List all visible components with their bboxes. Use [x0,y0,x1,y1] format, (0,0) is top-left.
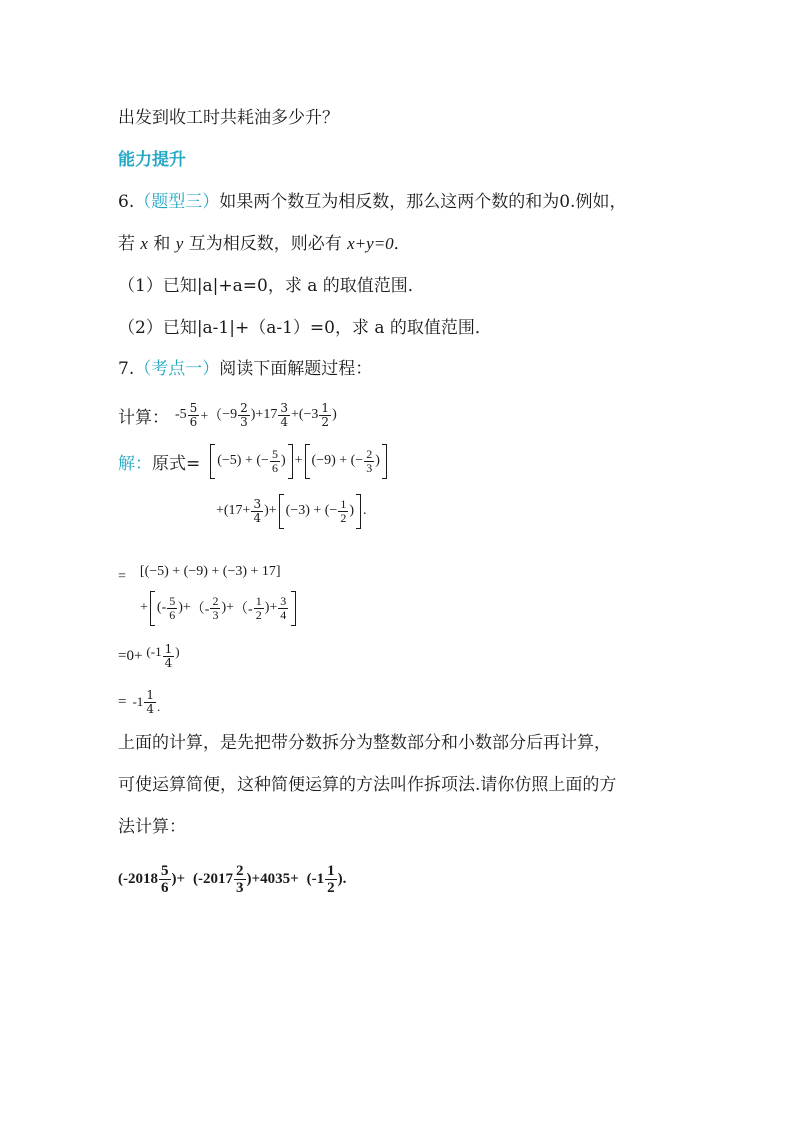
frac-num: 3 [253,496,262,511]
f1-pre: (- [156,600,167,615]
expr-frac-2 [238,402,250,429]
q6-text2c: 互为相反数，则必有 [183,234,348,254]
frac-num: 2 [236,862,244,879]
frac-num: 3 [280,400,288,415]
x-plus-y-eq: x+y=0 [347,234,394,253]
frac-num: 2 [366,446,373,461]
final-a-frac [159,863,171,896]
step1a-plus: + [294,453,303,468]
q7-number: 7. [118,359,135,379]
b1-frac [270,448,280,475]
step4-post: . [156,699,161,714]
expr-frac-3 [278,402,290,429]
frac-num: 1 [255,593,262,608]
frac-den: 4 [280,414,288,429]
frac-den: 4 [253,510,262,525]
bracket-1 [210,444,292,479]
frac-num: 5 [271,446,278,461]
step3-frac [163,643,175,670]
step1b-end: . [363,503,367,518]
expr-t1-whole: -5 [175,407,187,422]
frac-num: 5 [169,593,176,608]
solution-step1b [216,490,367,532]
frac-den: 3 [236,879,244,896]
frac-num: 1 [146,687,154,702]
step4-frac [144,689,156,716]
frac-den: 3 [212,607,219,622]
frac-den: 6 [189,414,198,429]
q6-text2a: 若 [118,234,141,254]
step3-pre: =0+ [118,647,143,664]
expr-plus1: +（ [200,409,223,424]
f2-post: )+ [221,600,235,615]
expr-frac-4 [319,402,331,429]
final-b-pre: (-2017 [193,870,234,887]
q6-text2b: 和 [147,234,176,254]
q6-tag: （题型三） [134,192,220,212]
b2-pre: (−9) + (− [311,453,364,468]
step2a-expr: [(−5) + (−9) + (−3) + 17] [139,564,281,579]
solution-step1a [118,440,389,482]
solution-step4 [118,682,160,722]
q6-part2: （2）已知|a-1|+（a-1）=0，求 a 的取值范围． [118,318,492,338]
frac-den: 3 [366,460,373,475]
frac-num: 2 [240,400,248,415]
expr-plus3: +(−3 [290,407,319,422]
q5-tail: 出发到收工时共耗油多少升？ [118,108,339,128]
step3-post: ) [175,644,180,659]
final-c-post: ). [337,870,347,887]
q7-line1 [118,357,372,381]
frac-den: 4 [280,607,287,622]
expr-plus2: )+17 [250,407,278,422]
solution-label: 解： [118,453,152,474]
bracket-3 [279,494,361,529]
frac-num: 5 [161,862,169,879]
final-a-post: )+ [171,870,186,887]
frac-num: 1 [340,496,347,511]
solution-step3 [118,636,180,676]
solution-step2b [140,588,298,628]
calc-expression [118,398,337,432]
frac-den: 3 [240,414,248,429]
frac-num: 5 [189,400,198,415]
para-line3: 法计算： [118,817,186,837]
b1-pre: (−5) + (− [217,453,269,468]
frac-den: 6 [271,460,278,475]
expr-close: ) [332,407,337,422]
f3-frac [254,595,264,622]
final-a-pre: (-2018 [118,870,158,887]
frac-den: 6 [161,879,169,896]
frac-den: 4 [164,655,173,670]
q6-text1: 如果两个数互为相反数，那么这两个数的和为0.例如， [219,192,627,212]
q6-line2 [118,232,411,256]
final-expression [118,856,346,902]
frac-num: 3 [280,593,287,608]
step4-whole: -1 [132,694,144,709]
step1b-post: )+ [264,503,277,518]
para-line2: 可使运算简便，这种简便运算的方法叫作拆项法.请你仿照上面的方 [118,775,617,795]
frac-den: 2 [327,879,335,896]
b1-post: ) [280,453,286,468]
var-y: y [175,234,184,253]
expr-frac-1 [188,402,200,429]
q6-part1: （1）已知|a|+a=0，求 a 的取值范围． [118,276,425,296]
step3-paren: (-1 [146,644,162,659]
b2-post: ) [375,453,380,468]
f3-post: )+ [264,600,278,615]
bracket-2 [305,444,387,479]
q7-text: 阅读下面解题过程： [219,359,373,379]
f2-pre: （- [190,602,210,617]
f1-frac [167,595,177,622]
frac-den: 4 [146,701,154,716]
para-line1: 上面的计算，是先把带分数拆分为整数部分和小数部分后再计算， [118,733,611,753]
b2-frac [364,448,374,475]
step1b-pre: +(17+ [216,503,251,518]
step2b-plus: + [140,600,148,615]
calc-label: 计算： [118,407,169,428]
step1b-frac [251,498,263,525]
step2-eq: = [118,569,126,584]
solution-step2a [118,560,281,584]
q6-number: 6. [118,192,135,212]
frac-num: 1 [164,641,173,656]
frac-den: 2 [321,414,330,429]
final-b-post: )+4035+ [246,870,299,887]
q6-text2d: ． [393,234,411,254]
final-c-frac [325,863,337,896]
frac-den: 6 [169,607,176,622]
var-x: x [140,234,148,253]
frac-den: 2 [340,510,347,525]
frac-den: 2 [255,607,262,622]
step4-pre: = [118,693,127,710]
q7-tag: （考点一） [134,359,220,379]
frac-num: 2 [212,593,219,608]
b3-post: ) [349,503,355,518]
final-b-frac [234,863,246,896]
frac-num: 1 [327,862,335,879]
bracket-4 [150,591,296,626]
f1-post: )+ [178,600,191,615]
solution-text: 原式= [152,453,201,474]
final-c-pre: (-1 [306,870,325,887]
b3-pre: (−3) + (− [285,503,338,518]
f2-frac [210,595,220,622]
q6-line1 [118,190,626,214]
expr-t2-whole: −9 [222,407,238,422]
f4-frac [278,595,288,622]
section-title: 能力提升 [118,150,186,170]
f3-pre: （- [234,602,253,617]
b3-frac [338,498,348,525]
frac-num: 1 [321,400,330,415]
